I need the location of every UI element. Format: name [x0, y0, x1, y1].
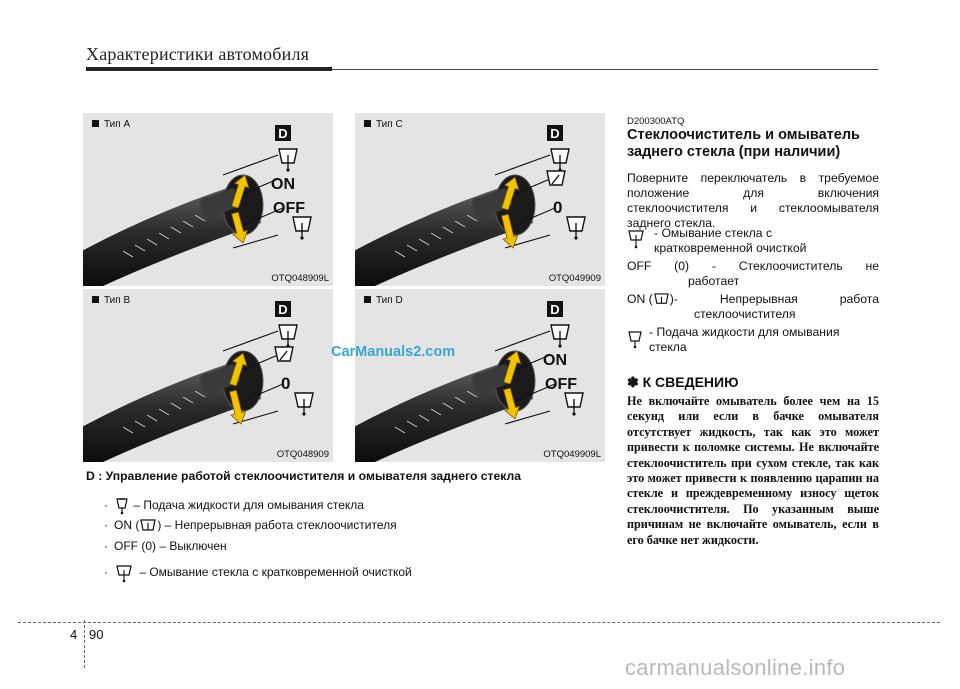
figure-label: Тип B [92, 295, 130, 306]
d-badge [275, 125, 291, 141]
figure-code: OTQ048909 [276, 449, 329, 460]
figure-label: Тип D [364, 295, 403, 306]
washer-spray-icon [114, 497, 130, 515]
mode-item-wash-wipe: - Омывание стекла с кратковременной очисткой [627, 226, 879, 256]
figure-code: OTQ048909L [271, 273, 329, 284]
wash-and-wipe-icon [114, 563, 136, 583]
page-header-title: Характеристики автомобиля [86, 44, 310, 64]
list-item: · – Омывание стекла с кратковременной очисткой [104, 563, 412, 583]
washer-spray-icon [551, 325, 569, 348]
washer-spray-icon [279, 149, 297, 172]
washer-spray-icon [627, 329, 643, 349]
note-body: Не включайте омыватель более чем на 15 секунд или если в бачке омывателя отсутствует жидкость, так как это может привести к поломке системы. Не включайте стеклоочиститель при сухом стекле, так как это может привести к появлению царапин на стекле и преждевременному износу щеток стеклоочистителя. По указанным выше причинам не включайте омыватель, если в его бачке нет жидкости. [627, 394, 879, 547]
figure-code: OTQ049909 [548, 273, 601, 284]
mode-item-off: OFF (0) - Стеклоочиститель не работает [627, 259, 879, 288]
page-number: 90 [89, 627, 104, 642]
wiper-stalk-illustration [83, 289, 333, 462]
header-rule-thick [86, 67, 332, 71]
svg-text:D: D [278, 126, 288, 141]
position-zero-label: 0 [281, 374, 291, 393]
position-zero-label: 0 [553, 198, 563, 217]
wash-and-wipe-icon [295, 393, 313, 416]
position-on-label: ON [271, 176, 295, 193]
wash-and-wipe-icon [565, 393, 583, 416]
figure-label: Тип A [92, 119, 130, 130]
watermark-carmanuals2[interactable]: CarManuals2.com [331, 344, 456, 360]
footer-dashed-divider [84, 620, 85, 668]
wash-and-wipe-icon [567, 217, 585, 240]
section-code: D200300ATQ [627, 116, 685, 127]
position-off-label: OFF [545, 376, 577, 393]
figure-code: OTQ049909L [543, 449, 601, 460]
figure-type-a [83, 113, 333, 286]
chapter-number: 4 [70, 627, 78, 642]
header-rule-thin [332, 69, 878, 70]
wiper-intermittent-icon [547, 171, 565, 185]
washer-spray-icon [279, 325, 297, 348]
d-badge [547, 301, 563, 317]
position-off-label: OFF [273, 200, 305, 217]
d-badge [547, 125, 563, 141]
svg-text:D: D [550, 302, 560, 317]
wiper-stalk-illustration [355, 289, 605, 462]
wash-and-wipe-icon [293, 217, 311, 240]
figure-caption: D : Управление работой стеклоочистителя и омывателя заднего стекла [86, 469, 522, 483]
list-item: · ON ( ) – Непрерывная работа стеклоочистителя [104, 518, 397, 533]
wiper-intermittent-icon [275, 347, 293, 361]
washer-spray-icon [551, 149, 569, 172]
svg-text:D: D [278, 302, 288, 317]
position-on-label: ON [543, 352, 567, 369]
section-intro: Поверните переключатель в требуемое положение для включения стеклоочистителя и стеклоомывателя заднего стекла. [627, 171, 879, 230]
figure-type-c [355, 113, 605, 286]
wiper-stalk-illustration [83, 113, 333, 286]
wiper-stalk-illustration [355, 113, 605, 286]
note-heading: ✽ К СВЕДЕНИЮ [627, 374, 739, 390]
wiper-continuous-icon [653, 292, 670, 307]
section-heading: Стеклоочиститель и омыватель заднего стекла (при наличии) [627, 127, 860, 160]
svg-text:D: D [550, 126, 560, 141]
mode-item-on: ON ( )- Непрерывная работа стеклоочистителя [627, 292, 879, 321]
footer-dashed-rule [18, 622, 940, 623]
list-item: · OFF (0) – Выключен [104, 539, 227, 553]
watermark-carmanualsonline[interactable]: carmanualsonline.info [625, 655, 846, 680]
list-item: · – Подача жидкости для омывания стекла [104, 497, 364, 515]
mode-item-spray: - Подача жидкости для омывания стекла [627, 325, 879, 355]
figure-type-d [355, 289, 605, 462]
figure-type-b [83, 289, 333, 462]
d-badge [275, 301, 291, 317]
wash-and-wipe-icon [627, 228, 647, 250]
wiper-continuous-icon [139, 518, 157, 534]
figure-label: Тип C [364, 119, 403, 130]
